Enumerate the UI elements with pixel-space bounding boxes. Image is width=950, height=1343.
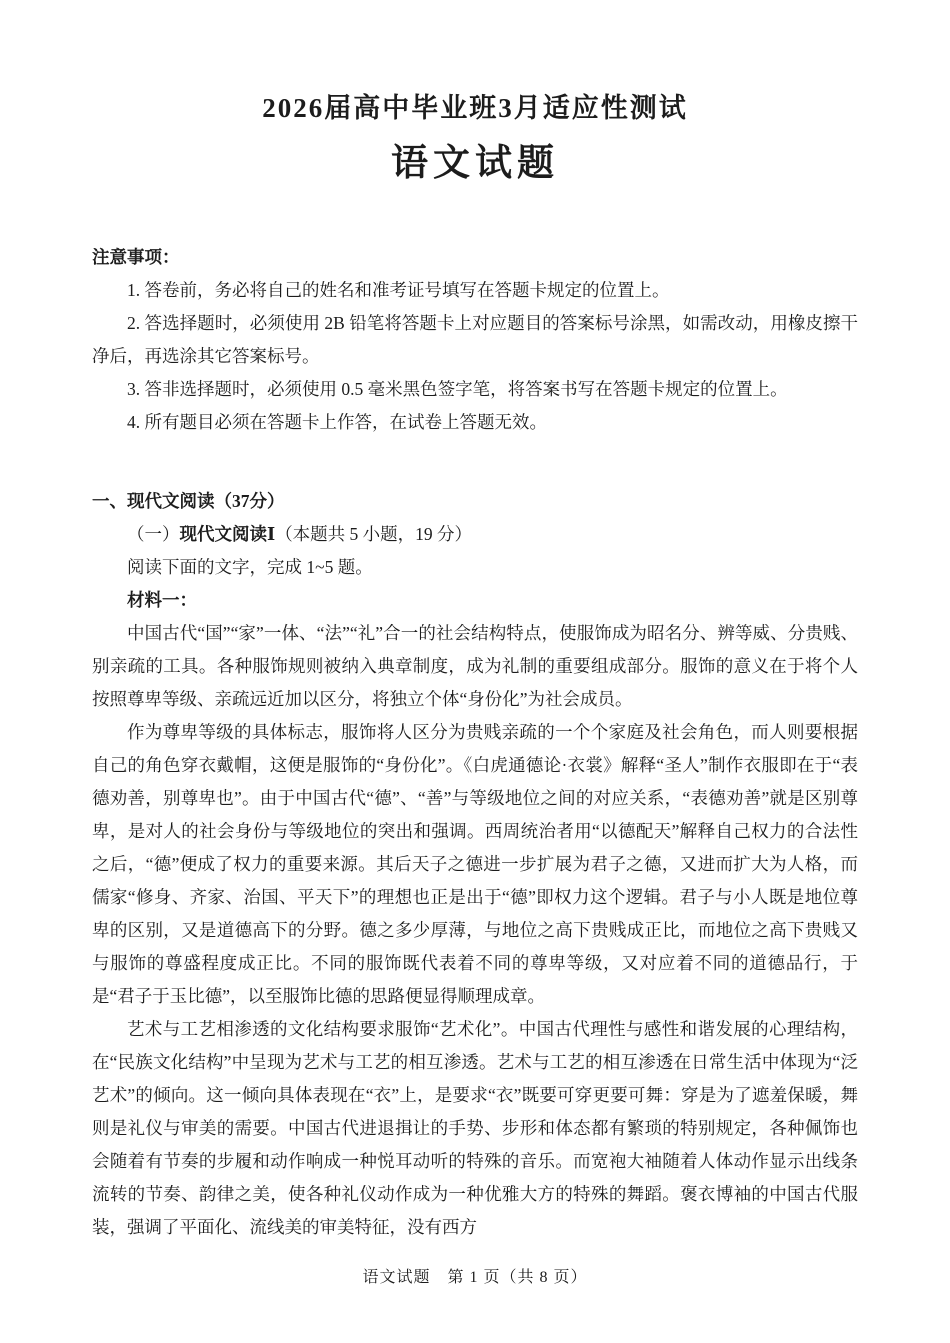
notice-item-2: 2. 答选择题时，必须使用 2B 铅笔将答题卡上对应题目的答案标号涂黑，如需改动，用橡皮擦干净后，再选涂其它答案标号。 <box>92 312 858 366</box>
notice-section <box>92 241 858 439</box>
material-label: 材料一： <box>127 589 197 610</box>
notice-heading: 注意事项： <box>92 246 180 267</box>
exam-session-title: 2026届高中毕业班3月适应性测试 <box>262 93 688 123</box>
material-paragraph-2: 作为尊卑等级的具体标志，服饰将人区分为贵贱亲疏的一个个家庭及社会角色，而人则要根据自己的角色穿衣戴帽，这便是服饰的“身份化”。《白虎通德论·衣裳》解释“圣人”制作衣服即在于“表德劝善，别尊卑也”。由于中国古代“德”、“善”与等级地位之间的对应关系，“表德劝善”就是区别尊卑，是对人的社会身份与等级地位的突出和强调。西周统治者用“以德配天”解释自己权力的合法性之后，“德”便成了权力的重要来源。其后天子之德进一步扩展为君子之德，又进而扩大为人格，而儒家“修身、齐家、治国、平天下”的理想也正是出于“德”即权力这个逻辑。君子与小人既是地位尊卑的区别，又是道德高下的分野。德之多少厚薄，与地位之高下贵贱成正比，而地位之高下贵贱又与服饰的尊盛程度成正比。不同的服饰既代表着不同的尊卑等级，又对应着不同的道德品行，于是“君子于玉比德”，以至服饰比德的思路便显得顺理成章。 <box>92 721 858 1006</box>
section-heading: 一、现代文阅读（37分） <box>92 490 285 511</box>
notice-item-3: 3. 答非选择题时，必须使用 0.5 毫米黑色签字笔，将答案书写在答题卡规定的位置上。 <box>127 378 788 399</box>
exam-subject-title: 语文试题 <box>391 143 559 185</box>
subsection-title: 现代文阅读Ⅰ <box>179 523 276 544</box>
reading-section <box>92 485 858 1244</box>
subsection-heading <box>92 518 858 551</box>
reading-instruction: 阅读下面的文字，完成 1~5 题。 <box>127 556 373 577</box>
material-paragraph-3: 艺术与工艺相渗透的文化结构要求服饰“艺术化”。中国古代理性与感性和谐发展的心理结构，在“民族文化结构”中呈现为艺术与工艺的相互渗透。艺术与工艺的相互渗透在日常生活中体现为“泛艺术”的倾向。这一倾向具体表现在“衣”上，是要求“衣”既要可穿更要可舞：穿是为了遮羞保暖，舞则是礼仪与审美的需要。中国古代进退揖让的手势、步形和体态都有繁琐的特别规定，各种佩饰也会随着有节奏的步履和动作响成一种悦耳动听的特殊的音乐。而宽袍大袖随着人体动作显示出线条流转的节奏、韵律之美，使各种礼仪动作成为一种优雅大方的特殊的舞蹈。褒衣博袖的中国古代服装，强调了平面化、流线美的审美特征，没有西方 <box>92 1018 858 1237</box>
material-paragraph-1: 中国古代“国”“家”一体、“法”“礼”合一的社会结构特点，使服饰成为昭名分、辨等威、分贵贱、别亲疏的工具。各种服饰规则被纳入典章制度，成为礼制的重要组成部分。服饰的意义在于将个人按照尊卑等级、亲疏远近加以区分，将独立个体“身份化”为社会成员。 <box>92 622 858 709</box>
subsection-number: （一） <box>127 523 180 544</box>
page-footer: 语文试题 第 1 页（共 8 页） <box>362 1269 588 1286</box>
notice-item-1: 1. 答卷前，务必将自己的姓名和准考证号填写在答题卡规定的位置上。 <box>127 279 670 300</box>
notice-item-4: 4. 所有题目必须在答题卡上作答，在试卷上答题无效。 <box>127 411 547 432</box>
subsection-points: （本题共 5 小题，19 分） <box>275 523 473 544</box>
